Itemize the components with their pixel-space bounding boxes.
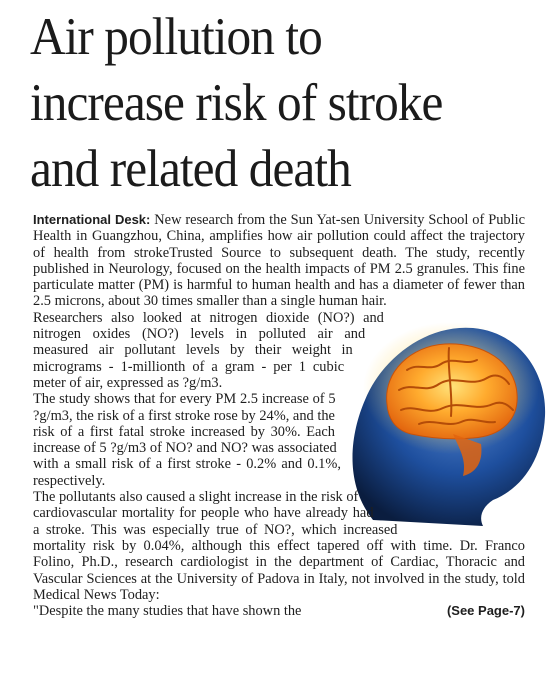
paragraph-1	[33, 212, 525, 310]
paragraph-5	[33, 603, 525, 619]
brain-illustration	[333, 312, 547, 530]
paragraph-5-text: "Despite the many studies that have shown the	[33, 603, 302, 620]
paragraph-2: Researchers also looked at nitrogen dioxide (NO?) and nitrogen oxides (NO?) levels in polluted air and measured air pollutant levels by their weight in micrograms - 1-millionth of a gram - per 1 cubic meter of air, expressed as ?g/m3.	[33, 309, 384, 391]
paragraph-3: The study shows that for every PM 2.5 increase of 5 ?g/m3, the risk of a first stroke rose by 24%, and the risk of a first fatal stroke increased by 30%. Each increase of 5 ?g/m3 of NO? and NO? was associated with a small risk of a first stroke - 0.2% and 0.1%, respectively.	[33, 391, 341, 489]
continued-link: (See Page-7)	[446, 603, 525, 619]
article-body	[33, 212, 525, 619]
headline-line-3: and related death	[30, 140, 351, 198]
headline-line-2: increase risk of stroke	[30, 74, 443, 132]
paragraph-4: The pollutants also caused a slight increase in the risk of cardiovascular mortality for people who have already had a stroke. This was especially true of NO?, which increased mortality risk by 0.04%, although this effect tapered off with time. Dr. Franco Folino, Ph.D., research cardiologist in the department of Cardiac, Thoracic and Vascular Sciences at the University of Padova in Italy, not involved in the study, told Medical News Today:	[33, 489, 525, 603]
paragraph-1-text: New research from the Sun Yat-sen University School of Public Health in Guangzhou, China, amplifies how air pollution could affect the trajectory of health from strokeTrusted Source to subsequent death. The study, recently published in Neurology, focused on the health impacts of PM 2.5 granules. This fine particulate matter (PM) is harmful to human health and has a diameter of fewer than 2.5 microns, about 30 times smaller than a single human hair.	[33, 212, 525, 310]
headline	[30, 4, 504, 202]
brain-icon	[333, 312, 547, 530]
headline-line-1: Air pollution to	[30, 8, 322, 66]
dateline: International Desk:	[33, 212, 151, 227]
